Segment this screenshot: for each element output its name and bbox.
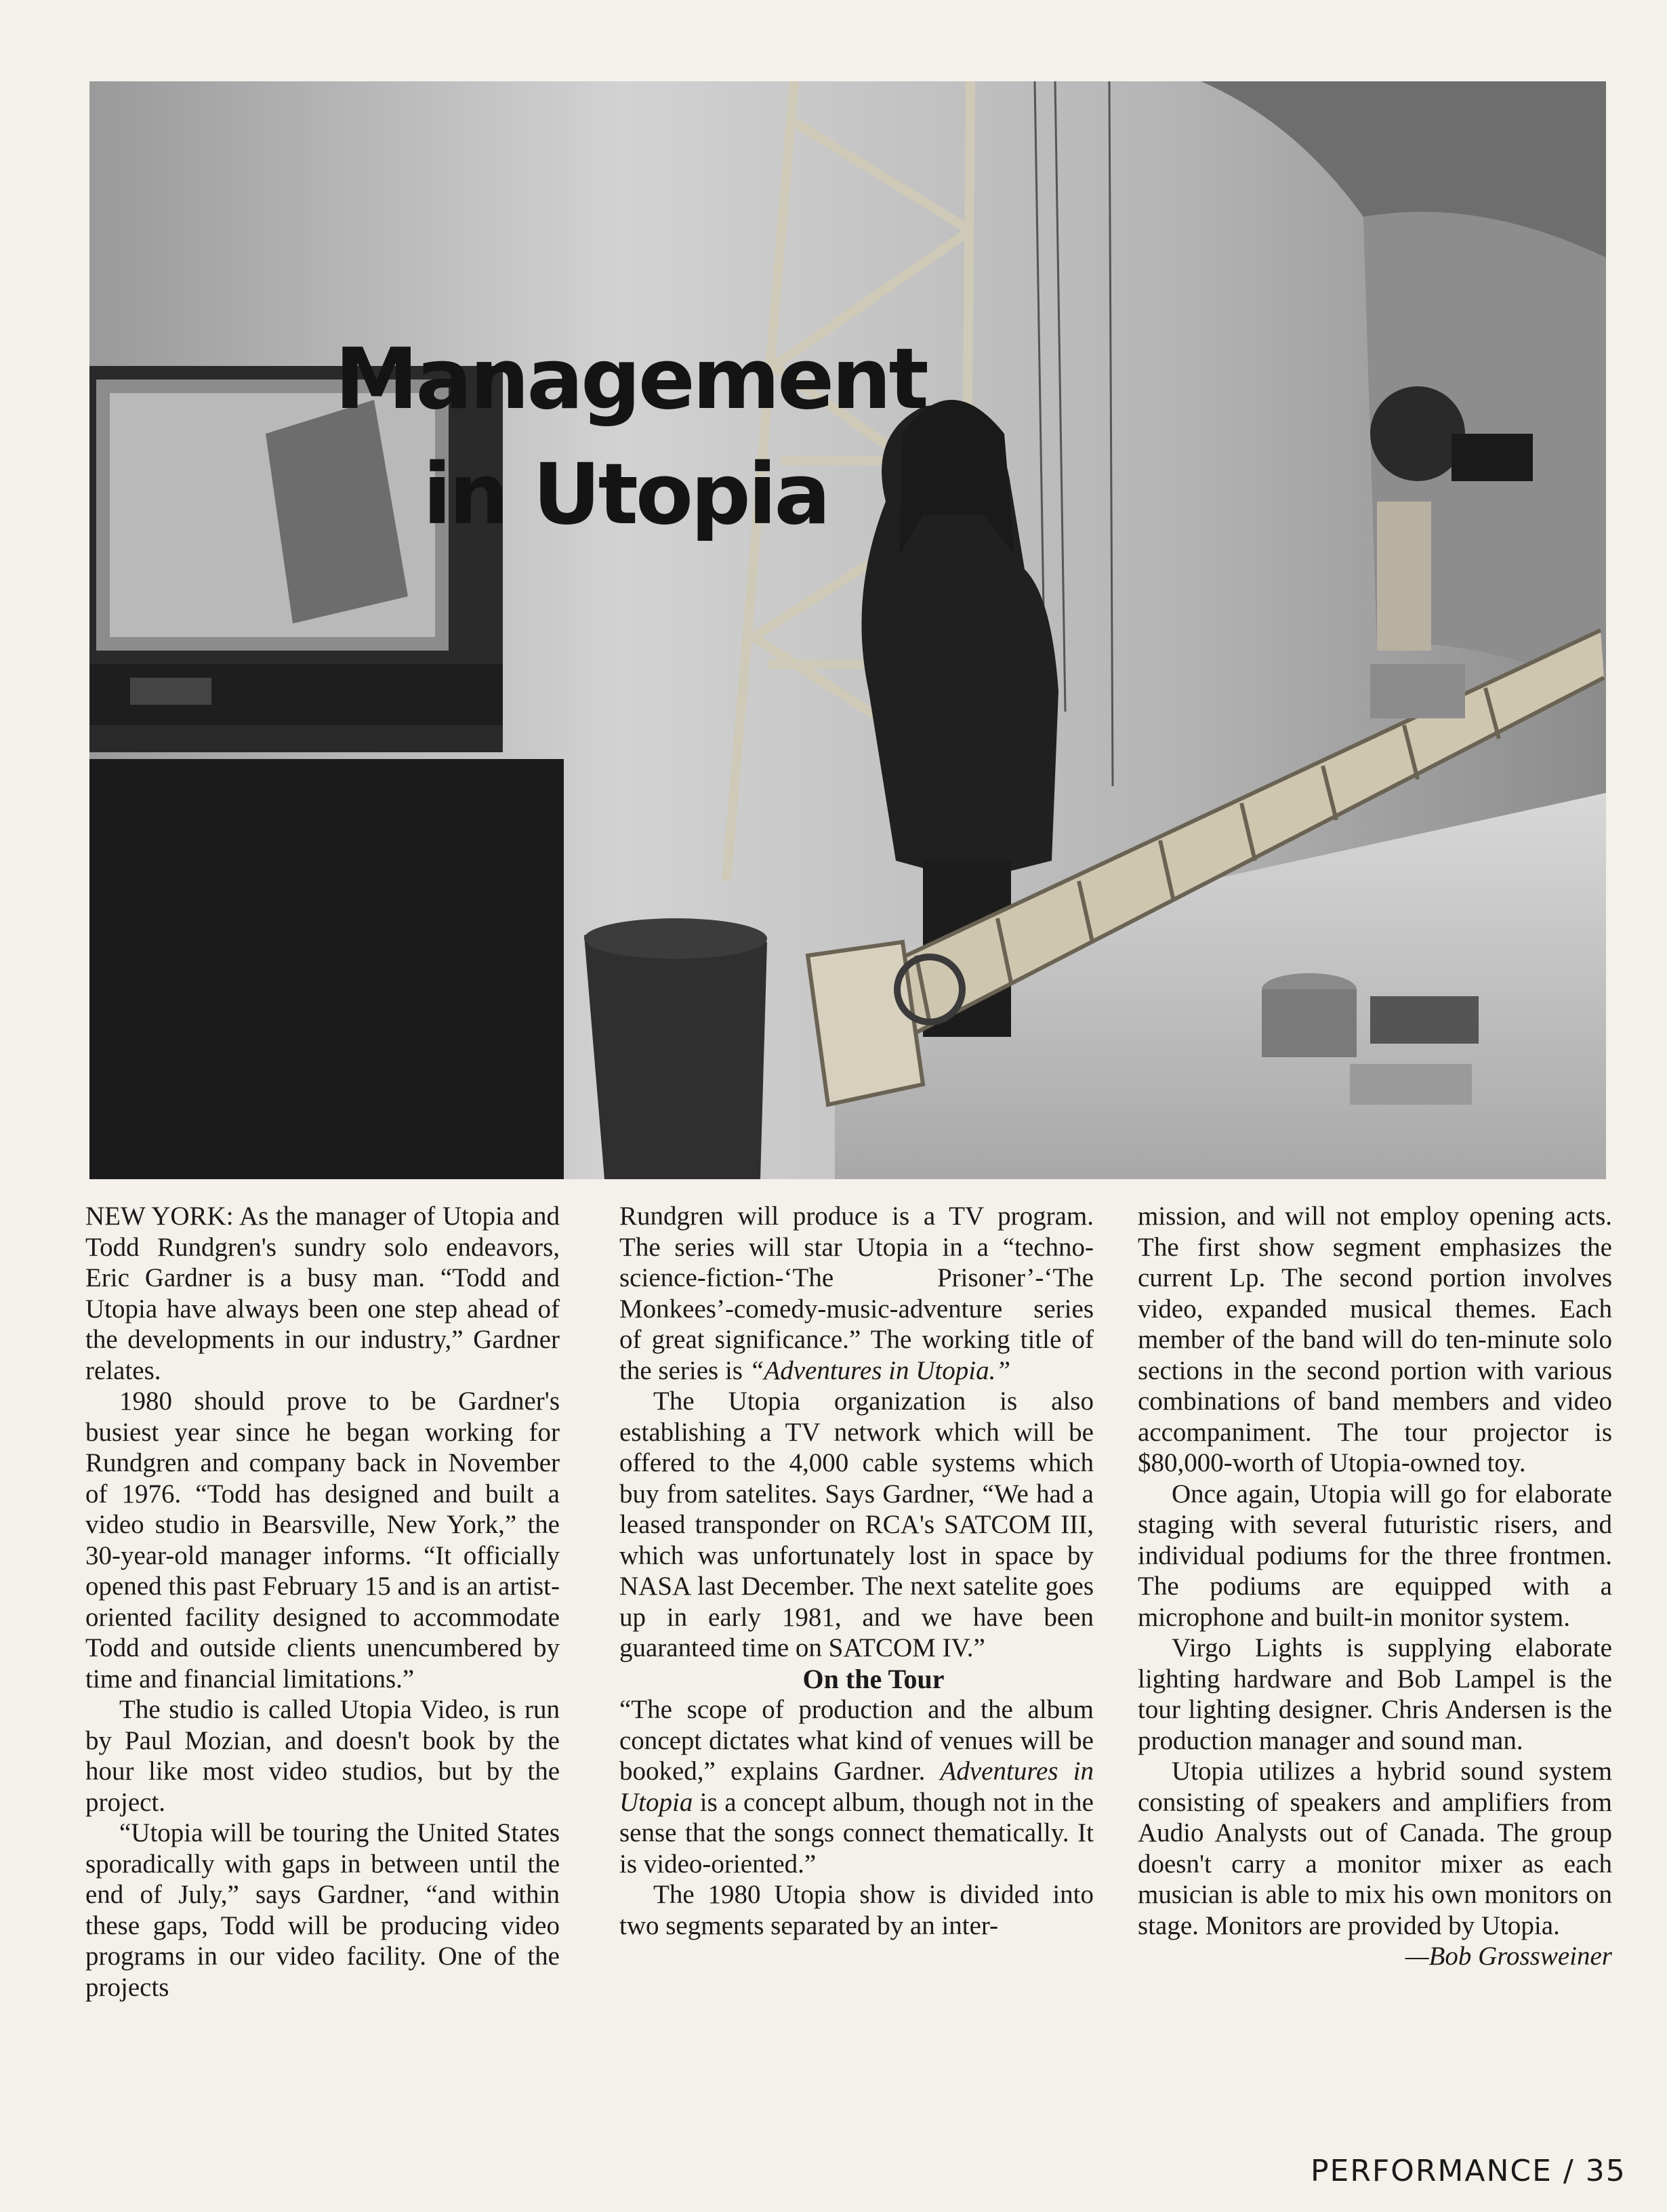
paragraph: Once again, Utopia will go for elaborate staging with several futuristic risers, and individual podiums for the three frontmen. The podiums are equipped with a microphone and built-in monitor system. [1138, 1479, 1612, 1632]
paragraph: NEW YORK: As the manager of Utopia and Todd Rundgren's sundry solo endeavors, Eric Gardner is a busy man. “Todd and Utopia have always been one step ahead of the developments in our industry,” Gardner relates. [85, 1202, 560, 1385]
paragraph: The 1980 Utopia show is divided into two segments separated by an inter- [619, 1880, 1094, 1940]
article-photo [89, 81, 1606, 1179]
paragraph: “Utopia will be touring the United States sporadically with gaps in between until the end of July,” says Gardner, “and within these gaps, Todd will be producing video programs in our video facility. One of the projects [85, 1818, 560, 2002]
photo-illustration [89, 81, 1606, 1179]
article-column-3 [1138, 1201, 1612, 1972]
article-column-2 [619, 1201, 1094, 1941]
album-title: Adventures in Utopia [619, 1757, 1094, 1817]
paragraph [619, 1201, 1094, 1386]
headline-line-1: Management [335, 331, 926, 428]
article-headline [335, 322, 926, 552]
paragraph-text: “The scope of production and the album concept dictates what kind of venues will be booked,” explains Gardner. [619, 1695, 1094, 1786]
series-title: “Adventures in Utopia.” [749, 1355, 1011, 1385]
paragraph-text: is a concept album, though not in the sense that the songs connect thematically. It is video-oriented.” [619, 1787, 1094, 1879]
paragraph-text: Rundgren will produce is a TV program. The series will star Utopia in a “techno-science-fiction-‘The Prisoner’-‘The Monkees’-comedy-music-adventure series of great significance.” The working title of the series is [619, 1202, 1094, 1385]
article-column-1 [85, 1201, 560, 2003]
paragraph: Virgo Lights is supplying elaborate lighting hardware and Bob Lampel is the tour lighting designer. Chris Andersen is the production manager and sound man. [1138, 1633, 1612, 1755]
headline-line-2: in Utopia [423, 446, 829, 544]
paragraph: 1980 should prove to be Gardner's busiest year since he began working for Rundgren and company back in November of 1976. “Todd has designed and built a video studio in Bearsville, New York,” the 30-year-old manager informs. “It officially opened this past February 15 and is an artist-oriented facility designed to accommodate Todd and outside clients unencumbered by time and financial limitations.” [85, 1387, 560, 1694]
paragraph: mission, and will not employ opening acts. The first show segment emphasizes the current Lp. The second portion involves video, expanded musical themes. Each member of the band will do ten-minute solo sections in the second portion with various combinations of band members and video accompaniment. The tour projector is $80,000-worth of Utopia-owned toy. [1138, 1202, 1612, 1477]
paragraph: The studio is called Utopia Video, is run by Paul Mozian, and doesn't book by the hour like most video studios, but by the project. [85, 1695, 560, 1817]
paragraph: Utopia utilizes a hybrid sound system consisting of speakers and amplifiers from Audio Analysts out of Canada. The group doesn't carry a monitor mixer as each musician is able to mix his own monitors on stage. Monitors are provided by Utopia. [1138, 1757, 1612, 1940]
paragraph [619, 1694, 1094, 1879]
author-byline: —Bob Grossweiner [1405, 1942, 1612, 1971]
paragraph: The Utopia organization is also establishing a TV network which will be offered to the 4,000 cable systems which buy from satelites. Says Gardner, “We had a leased transponder on RCA's SATCOM III, which was unfortunately lost in space by NASA last December. The next satelite goes up in early 1981, and we have been guaranteed time on SATCOM IV.” [619, 1387, 1094, 1662]
page-footer: PERFORMANCE / 35 [1311, 2154, 1626, 2188]
section-subheading: On the Tour [802, 1663, 945, 1694]
